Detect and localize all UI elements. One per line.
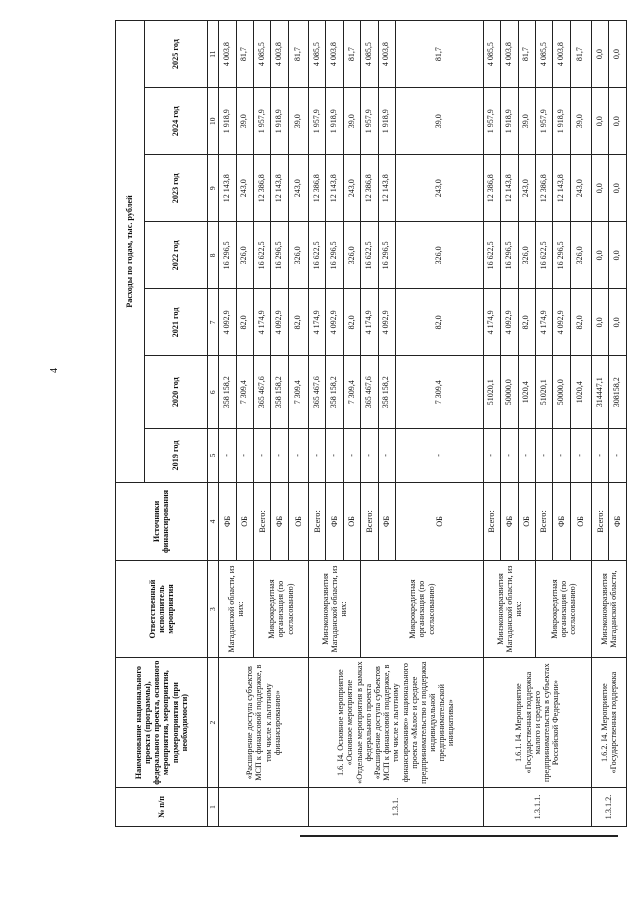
amount-cell: 358 158,2 xyxy=(271,356,288,428)
amount-cell: 51020,1 xyxy=(483,356,500,428)
amount-cell: 12 143,8 xyxy=(326,155,343,222)
amount-cell: 1 957,9 xyxy=(309,88,326,155)
amount-cell: - xyxy=(501,428,518,482)
amount-cell: - xyxy=(483,428,500,482)
amount-cell: 81,7 xyxy=(518,21,535,88)
amount-cell: 243,0 xyxy=(343,155,360,222)
amount-cell: 326,0 xyxy=(395,222,483,289)
amount-cell: 39,0 xyxy=(236,88,253,155)
amount-cell: 16 622,5 xyxy=(535,222,552,289)
amount-cell: 16 622,5 xyxy=(309,222,326,289)
amount-cell: 12 143,8 xyxy=(501,155,518,222)
column-number: 1 xyxy=(207,788,218,827)
amount-cell: 39,0 xyxy=(570,88,591,155)
table-row xyxy=(309,21,326,827)
column-number: 10 xyxy=(207,88,218,155)
amount-cell: 81,7 xyxy=(570,21,591,88)
source-cell: ФБ xyxy=(326,483,343,561)
source-cell: ФБ xyxy=(219,483,236,561)
amount-cell: 7 309,4 xyxy=(395,356,483,428)
amount-cell: 16 296,5 xyxy=(378,222,395,289)
amount-cell: 0,0 xyxy=(609,21,627,88)
amount-cell: 82,0 xyxy=(236,289,253,356)
amount-cell: 1 918,9 xyxy=(378,88,395,155)
page-number: 4 xyxy=(49,368,60,373)
source-cell: ФБ xyxy=(553,483,570,561)
measure-name: «Расширение доступа субъектов МСП к финансовой поддержке, в том числе к льготному финансированию» xyxy=(219,658,309,788)
row-number xyxy=(219,788,309,827)
amount-cell: - xyxy=(553,428,570,482)
amount-cell: 1 957,9 xyxy=(361,88,378,155)
amount-cell: 1020,4 xyxy=(570,356,591,428)
amount-cell: - xyxy=(271,428,288,482)
amount-cell: 4 092,9 xyxy=(271,289,288,356)
amount-cell: - xyxy=(361,428,378,482)
amount-cell: 4 003,8 xyxy=(271,21,288,88)
amount-cell: 358 158,2 xyxy=(326,356,343,428)
source-cell: ФБ xyxy=(378,483,395,561)
amount-cell: 7 309,4 xyxy=(288,356,308,428)
measure-name: 1.6.1. I4. Мероприятие «Государственная поддержка малого и среднего предпринимательства в субъектах Российской Федерации» xyxy=(483,658,591,788)
amount-cell: 1 918,9 xyxy=(271,88,288,155)
amount-cell: 16 296,5 xyxy=(219,222,236,289)
amount-cell: 82,0 xyxy=(288,289,308,356)
amount-cell: - xyxy=(253,428,270,482)
source-cell: ОБ xyxy=(518,483,535,561)
source-cell: ФБ xyxy=(271,483,288,561)
amount-cell: 1 918,9 xyxy=(553,88,570,155)
column-number: 3 xyxy=(207,560,218,657)
executor-cell: Минэкономразвития Магаданской области, из них: xyxy=(309,560,361,657)
amount-cell: 4 092,9 xyxy=(326,289,343,356)
header-year: 2025 год xyxy=(144,21,207,88)
amount-cell: 243,0 xyxy=(288,155,308,222)
amount-cell: 4 174,9 xyxy=(483,289,500,356)
amount-cell: 50000,0 xyxy=(501,356,518,428)
header-year: 2020 год xyxy=(144,356,207,428)
amount-cell: 4 174,9 xyxy=(361,289,378,356)
source-cell: Всего: xyxy=(592,483,609,561)
column-number: 7 xyxy=(207,289,218,356)
amount-cell: 4 092,9 xyxy=(378,289,395,356)
amount-cell: 82,0 xyxy=(518,289,535,356)
amount-cell: 12 386,8 xyxy=(309,155,326,222)
amount-cell: 81,7 xyxy=(395,21,483,88)
amount-cell: 308158,2 xyxy=(609,356,627,428)
executor-cell: Магаданской области, из них: xyxy=(219,560,254,657)
source-cell: ФБ xyxy=(501,483,518,561)
source-cell: ОБ xyxy=(288,483,308,561)
amount-cell: 0,0 xyxy=(592,21,609,88)
amount-cell: 243,0 xyxy=(236,155,253,222)
executor-cell: Микрокредитная организация (по согласованию) xyxy=(535,560,591,657)
row-number: 1.3.1.1. xyxy=(483,788,591,827)
header-year: 2022 год xyxy=(144,222,207,289)
executor-cell: Микрокредитная организация (по согласованию) xyxy=(253,560,308,657)
amount-cell: 4 174,9 xyxy=(535,289,552,356)
amount-cell: - xyxy=(535,428,552,482)
amount-cell: 82,0 xyxy=(343,289,360,356)
expenses-table xyxy=(115,20,627,827)
amount-cell: 12 386,8 xyxy=(535,155,552,222)
amount-cell: 4 003,8 xyxy=(378,21,395,88)
amount-cell: 1 957,9 xyxy=(535,88,552,155)
column-number: 11 xyxy=(207,21,218,88)
amount-cell: 4 085,5 xyxy=(309,21,326,88)
amount-cell: - xyxy=(326,428,343,482)
amount-cell: 0,0 xyxy=(592,222,609,289)
amount-cell: - xyxy=(395,428,483,482)
amount-cell: 81,7 xyxy=(236,21,253,88)
amount-cell: 16 622,5 xyxy=(253,222,270,289)
amount-cell: 326,0 xyxy=(343,222,360,289)
source-cell: ОБ xyxy=(343,483,360,561)
source-cell: Всего: xyxy=(483,483,500,561)
column-number: 9 xyxy=(207,155,218,222)
amount-cell: - xyxy=(570,428,591,482)
amount-cell: 4 085,5 xyxy=(483,21,500,88)
amount-cell: 16 622,5 xyxy=(483,222,500,289)
header-year: 2021 год xyxy=(144,289,207,356)
rotated-table-container xyxy=(115,20,627,827)
amount-cell: - xyxy=(236,428,253,482)
amount-cell: 16 296,5 xyxy=(271,222,288,289)
header-source: Источники финансирования xyxy=(116,483,208,561)
source-cell: ФБ xyxy=(609,483,627,561)
measure-name: 1.6.2. I4. Мероприятие «Государственная поддержка xyxy=(592,658,627,788)
amount-cell: 1 957,9 xyxy=(253,88,270,155)
column-number: 5 xyxy=(207,428,218,482)
table-row xyxy=(219,21,236,827)
header-expenses: Расходы по годам, тыс. рублей xyxy=(116,21,145,483)
source-cell: Всего: xyxy=(535,483,552,561)
amount-cell: 4 003,8 xyxy=(326,21,343,88)
header-name: Наименование национального проекта (программы), федерального проекта, основного мероприятия, мероприятия, подмероприятия (при необходимости) xyxy=(116,658,208,788)
amount-cell: - xyxy=(219,428,236,482)
amount-cell: 16 296,5 xyxy=(553,222,570,289)
amount-cell: 4 003,8 xyxy=(219,21,236,88)
amount-cell: - xyxy=(343,428,360,482)
amount-cell: 16 296,5 xyxy=(326,222,343,289)
amount-cell: 0,0 xyxy=(609,289,627,356)
amount-cell: 16 622,5 xyxy=(361,222,378,289)
amount-cell: 243,0 xyxy=(570,155,591,222)
amount-cell: 243,0 xyxy=(395,155,483,222)
amount-cell: - xyxy=(309,428,326,482)
amount-cell: 326,0 xyxy=(518,222,535,289)
amount-cell: 4 092,9 xyxy=(219,289,236,356)
amount-cell: 39,0 xyxy=(288,88,308,155)
amount-cell: 82,0 xyxy=(395,289,483,356)
source-cell: ОБ xyxy=(236,483,253,561)
source-cell: Всего: xyxy=(253,483,270,561)
amount-cell: 4 003,8 xyxy=(553,21,570,88)
amount-cell: 12 386,8 xyxy=(253,155,270,222)
amount-cell: 326,0 xyxy=(570,222,591,289)
amount-cell: 12 143,8 xyxy=(219,155,236,222)
table-body xyxy=(219,21,627,827)
header-no: № п/п xyxy=(116,788,208,827)
executor-cell: Микрокредитная организация (по согласованию) xyxy=(361,560,484,657)
header-year: 2019 год xyxy=(144,428,207,482)
amount-cell: 0,0 xyxy=(592,155,609,222)
column-number: 6 xyxy=(207,356,218,428)
amount-cell: 4 092,9 xyxy=(501,289,518,356)
amount-cell: - xyxy=(378,428,395,482)
header-row-1 xyxy=(116,21,145,827)
amount-cell: 12 143,8 xyxy=(271,155,288,222)
amount-cell: 39,0 xyxy=(518,88,535,155)
amount-cell: 16 296,5 xyxy=(501,222,518,289)
amount-cell: 0,0 xyxy=(592,289,609,356)
amount-cell: 1020,4 xyxy=(518,356,535,428)
row-number: 1.3.1. xyxy=(309,788,484,827)
column-number: 4 xyxy=(207,483,218,561)
amount-cell: 358 158,2 xyxy=(219,356,236,428)
amount-cell: 51020,1 xyxy=(535,356,552,428)
amount-cell: 39,0 xyxy=(343,88,360,155)
amount-cell: - xyxy=(288,428,308,482)
source-cell: Всего: xyxy=(309,483,326,561)
amount-cell: 12 386,8 xyxy=(483,155,500,222)
amount-cell: 39,0 xyxy=(395,88,483,155)
executor-cell: Минэкономразвития Магаданской области, из них: xyxy=(483,560,535,657)
measure-name: 1.6. I4. Основное мероприятие «Основное мероприятие «Отдельные мероприятия в рамках федерального проекта «Расширение доступа субъектов МСП к финансовой поддержке, в том числе к льготному финансированию» национального проекта «Малое и среднее предпринимательство и поддержка индивидуальной предпринимательской инициативы» xyxy=(309,658,484,788)
column-number: 8 xyxy=(207,222,218,289)
amount-cell: 0,0 xyxy=(609,88,627,155)
amount-cell: 12 386,8 xyxy=(361,155,378,222)
column-number-row xyxy=(207,21,218,827)
source-cell: ОБ xyxy=(395,483,483,561)
amount-cell: 1 918,9 xyxy=(326,88,343,155)
amount-cell: 243,0 xyxy=(518,155,535,222)
table-row xyxy=(592,21,609,827)
amount-cell: 326,0 xyxy=(288,222,308,289)
amount-cell: 81,7 xyxy=(288,21,308,88)
amount-cell: 326,0 xyxy=(236,222,253,289)
amount-cell: 365 467,6 xyxy=(361,356,378,428)
amount-cell: 50000,0 xyxy=(553,356,570,428)
source-cell: Всего: xyxy=(361,483,378,561)
amount-cell: 1 957,9 xyxy=(483,88,500,155)
amount-cell: 7 309,4 xyxy=(236,356,253,428)
column-number: 2 xyxy=(207,658,218,788)
amount-cell: - xyxy=(592,428,609,482)
amount-cell: 82,0 xyxy=(570,289,591,356)
row-number: 1.3.1.2. xyxy=(592,788,627,827)
amount-cell: 81,7 xyxy=(343,21,360,88)
horizontal-rule xyxy=(300,835,618,837)
amount-cell: 4 003,8 xyxy=(501,21,518,88)
amount-cell: 4 174,9 xyxy=(309,289,326,356)
amount-cell: 1 918,9 xyxy=(219,88,236,155)
amount-cell: 4 174,9 xyxy=(253,289,270,356)
amount-cell: - xyxy=(518,428,535,482)
source-cell: ОБ xyxy=(570,483,591,561)
amount-cell: 314447,1 xyxy=(592,356,609,428)
amount-cell: 12 143,8 xyxy=(553,155,570,222)
amount-cell: 4 085,5 xyxy=(361,21,378,88)
amount-cell: 1 918,9 xyxy=(501,88,518,155)
executor-cell: Минэкономразвития Магаданской области, xyxy=(592,560,627,657)
header-year: 2024 год xyxy=(144,88,207,155)
header-executor: Ответственный исполнитель мероприятия xyxy=(116,560,208,657)
amount-cell: 0,0 xyxy=(609,155,627,222)
amount-cell: 12 143,8 xyxy=(378,155,395,222)
amount-cell: 4 092,9 xyxy=(553,289,570,356)
amount-cell: 358 158,2 xyxy=(378,356,395,428)
amount-cell: 7 309,4 xyxy=(343,356,360,428)
amount-cell: - xyxy=(609,428,627,482)
amount-cell: 0,0 xyxy=(609,222,627,289)
amount-cell: 365 467,6 xyxy=(253,356,270,428)
amount-cell: 4 085,5 xyxy=(535,21,552,88)
amount-cell: 365 467,6 xyxy=(309,356,326,428)
amount-cell: 4 085,5 xyxy=(253,21,270,88)
amount-cell: 0,0 xyxy=(592,88,609,155)
table-row xyxy=(483,21,500,827)
header-year: 2023 год xyxy=(144,155,207,222)
